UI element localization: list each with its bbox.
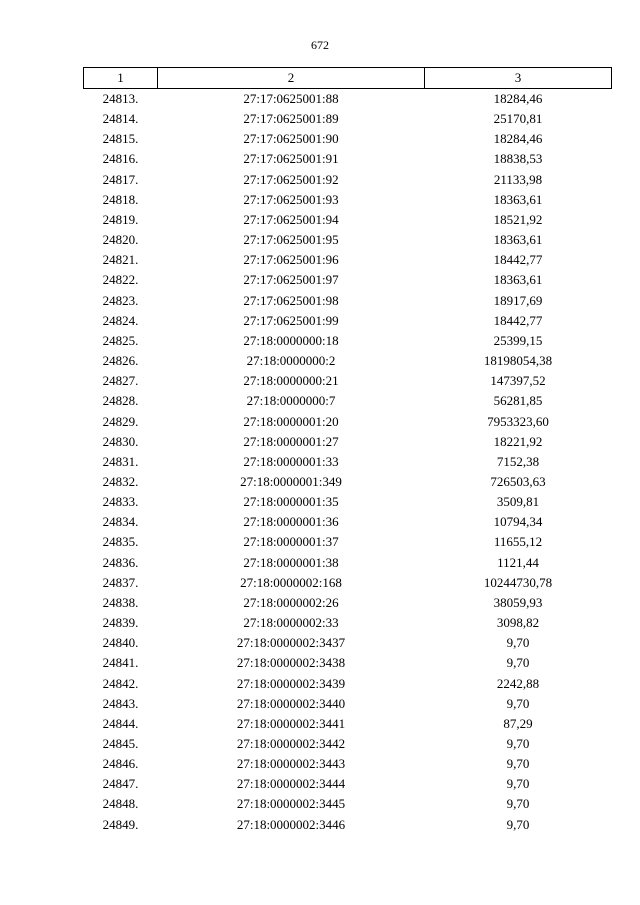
value-cell: 21133,98 (493, 171, 543, 187)
value-cell: 9,70 (506, 816, 530, 832)
cadastral-number-cell: 27:18:0000002:3442 (236, 736, 346, 751)
page-number: 672 (311, 38, 329, 52)
table-row (84, 432, 612, 452)
table-row (84, 573, 612, 593)
table-row (84, 512, 612, 532)
cadastral-number-cell: 27:17:0625001:94 (243, 211, 339, 227)
table-row (84, 129, 612, 149)
table-body (84, 89, 612, 835)
row-number-cell: 24830. (102, 433, 139, 449)
column-header-3: 3 (425, 68, 612, 89)
table-row (84, 633, 612, 653)
row-number-cell: 24841. (102, 655, 139, 671)
value-cell: 18363,61 (493, 191, 543, 207)
table-row (84, 593, 612, 613)
cadastral-number-cell: 27:17:0625001:89 (243, 111, 339, 127)
value-cell: 18838,53 (493, 151, 543, 167)
row-number-cell: 24819. (102, 211, 139, 227)
table-row (84, 794, 612, 814)
row-number-cell: 24832. (102, 473, 139, 489)
table-row (84, 815, 612, 835)
register-table (83, 67, 612, 835)
row-number-cell: 24847. (102, 776, 139, 792)
value-cell: 87,29 (503, 715, 533, 731)
table-row (84, 109, 612, 129)
cadastral-number-cell: 27:18:0000001:27 (243, 433, 339, 449)
value-cell: 9,70 (506, 756, 530, 772)
cadastral-number-cell: 27:18:0000001:33 (243, 453, 339, 469)
table-row (84, 270, 612, 290)
cadastral-number-cell: 27:18:0000000:2 (246, 353, 336, 369)
value-cell: 7953323,60 (487, 413, 549, 429)
cadastral-number-cell: 27:18:0000000:7 (246, 393, 336, 409)
row-number-cell: 24833. (102, 494, 139, 510)
row-number-cell: 24824. (102, 312, 139, 328)
table-row (84, 754, 612, 774)
value-cell: 7152,38 (496, 453, 540, 469)
table-row (84, 694, 612, 714)
table-row (84, 291, 612, 311)
value-cell: 18198054,38 (483, 353, 553, 369)
table-row (84, 391, 612, 411)
value-cell: 147397,52 (490, 373, 546, 389)
row-number-cell: 24846. (102, 756, 139, 772)
value-cell: 38059,93 (493, 594, 543, 610)
row-number-cell: 24816. (102, 151, 139, 167)
value-cell: 18363,61 (493, 272, 543, 288)
table-row (84, 371, 612, 391)
table-row (84, 149, 612, 169)
cadastral-number-cell: 27:18:0000002:3443 (236, 756, 346, 772)
table-row (84, 774, 612, 794)
cadastral-number-cell: 27:17:0625001:90 (243, 131, 339, 147)
cadastral-number-cell: 27:18:0000002:33 (243, 615, 339, 631)
row-number-cell: 24836. (102, 554, 139, 570)
value-cell: 9,70 (506, 796, 530, 812)
row-number-cell: 24831. (102, 453, 139, 469)
cadastral-number-cell: 27:18:0000002:168 (240, 574, 342, 590)
row-number-cell: 24838. (102, 594, 139, 610)
table-row (84, 492, 612, 512)
header-row (84, 68, 612, 89)
value-cell: 25399,15 (493, 332, 543, 348)
cadastral-number-cell: 27:17:0625001:95 (243, 232, 339, 248)
value-cell: 18284,46 (493, 131, 543, 147)
row-number-cell: 24837. (102, 574, 139, 590)
cadastral-number-cell: 27:18:0000001:349 (240, 473, 342, 489)
row-number-cell: 24849. (102, 816, 139, 832)
row-number-cell: 24817. (102, 171, 139, 187)
table-row (84, 472, 612, 492)
table-row (84, 210, 612, 230)
cadastral-number-cell: 27:18:0000002:26 (243, 594, 339, 610)
cadastral-number-cell: 27:18:0000002:3440 (236, 695, 346, 711)
table-row (84, 331, 612, 351)
value-cell: 18442,77 (493, 312, 543, 328)
value-cell: 11655,12 (493, 534, 543, 550)
value-cell: 18521,92 (493, 211, 543, 227)
table-row (84, 190, 612, 210)
value-cell: 2242,88 (496, 675, 540, 691)
cadastral-number-cell: 27:18:0000000:21 (243, 373, 339, 389)
row-number-cell: 24825. (102, 332, 139, 348)
row-number-cell: 24839. (102, 615, 139, 631)
value-cell: 25170,81 (493, 111, 543, 127)
value-cell: 10794,34 (493, 514, 543, 530)
table-row (84, 452, 612, 472)
table-row (84, 230, 612, 250)
value-cell: 18917,69 (493, 292, 543, 308)
column-header-2: 2 (158, 68, 425, 89)
value-cell: 10244730,78 (483, 574, 553, 590)
row-number-cell: 24829. (102, 413, 139, 429)
table-row (84, 170, 612, 190)
row-number-cell: 24814. (102, 111, 139, 127)
cadastral-number-cell: 27:17:0625001:92 (243, 171, 339, 187)
row-number-cell: 24818. (102, 191, 139, 207)
value-cell: 18284,46 (493, 91, 543, 106)
cadastral-number-cell: 27:17:0625001:97 (243, 272, 339, 288)
cadastral-number-cell: 27:17:0625001:99 (243, 312, 339, 328)
cadastral-number-cell: 27:18:0000001:36 (243, 514, 339, 530)
value-cell: 3098,82 (496, 615, 540, 631)
value-cell: 3509,81 (496, 494, 540, 510)
row-number-cell: 24828. (102, 393, 139, 409)
row-number-cell: 24842. (102, 675, 139, 691)
row-number-cell: 24835. (102, 534, 139, 550)
row-number-cell: 24815. (102, 131, 139, 147)
cadastral-number-cell: 27:18:0000001:35 (243, 494, 339, 510)
table-row (84, 311, 612, 331)
column-header-1: 1 (84, 68, 158, 89)
cadastral-number-cell: 27:18:0000001:20 (243, 413, 339, 429)
cadastral-number-cell: 27:17:0625001:98 (243, 292, 339, 308)
row-number-cell: 24821. (102, 252, 139, 268)
cadastral-number-cell: 27:18:0000002:3444 (236, 776, 346, 792)
cadastral-number-cell: 27:18:0000002:3441 (236, 715, 346, 731)
row-number-cell: 24834. (102, 514, 139, 530)
row-number-cell: 24823. (102, 292, 139, 308)
value-cell: 1121,44 (497, 554, 539, 570)
table-row (84, 351, 612, 371)
cadastral-number-cell: 27:18:0000001:38 (243, 554, 339, 570)
value-cell: 9,70 (506, 695, 530, 711)
cadastral-number-cell: 27:17:0625001:91 (243, 151, 339, 167)
table-header (84, 68, 612, 89)
value-cell: 9,70 (506, 736, 530, 751)
table-row (84, 553, 612, 573)
cadastral-number-cell: 27:17:0625001:88 (243, 91, 339, 106)
row-number-cell: 24820. (102, 232, 139, 248)
row-number-cell: 24843. (102, 695, 139, 711)
value-cell: 56281,85 (493, 393, 543, 409)
value-cell: 18442,77 (493, 252, 543, 268)
value-cell: 9,70 (506, 776, 530, 792)
cadastral-number-cell: 27:18:0000002:3437 (236, 635, 346, 651)
value-cell: 18363,61 (493, 232, 543, 248)
cadastral-number-cell: 27:18:0000000:18 (243, 332, 339, 348)
row-number-cell: 24822. (102, 272, 139, 288)
value-cell: 18221,92 (493, 433, 543, 449)
row-number-cell: 24848. (102, 796, 139, 812)
cadastral-number-cell: 27:18:0000001:37 (243, 534, 339, 550)
value-cell: 9,70 (506, 635, 530, 651)
cadastral-number-cell: 27:17:0625001:96 (243, 252, 339, 268)
table-row (84, 653, 612, 673)
table-row (84, 674, 612, 694)
row-number-cell: 24844. (102, 715, 139, 731)
table-row (84, 250, 612, 270)
row-number-cell: 24827. (102, 373, 139, 389)
row-number-cell: 24813. (102, 91, 139, 106)
value-cell: 9,70 (506, 655, 530, 671)
cadastral-number-cell: 27:18:0000002:3438 (236, 655, 346, 671)
row-number-cell: 24826. (102, 353, 139, 369)
cadastral-number-cell: 27:18:0000002:3445 (236, 796, 346, 812)
table-row (84, 734, 612, 754)
cadastral-number-cell: 27:18:0000002:3446 (236, 816, 346, 832)
row-number-cell: 24845. (102, 736, 139, 751)
value-cell: 726503,63 (490, 473, 546, 489)
cadastral-number-cell: 27:18:0000002:3439 (236, 675, 346, 691)
cadastral-number-cell: 27:17:0625001:93 (243, 191, 339, 207)
row-number-cell: 24840. (102, 635, 139, 651)
table-row (84, 714, 612, 734)
table-row (84, 532, 612, 552)
table-row (84, 89, 612, 110)
table-row (84, 412, 612, 432)
table-row (84, 613, 612, 633)
